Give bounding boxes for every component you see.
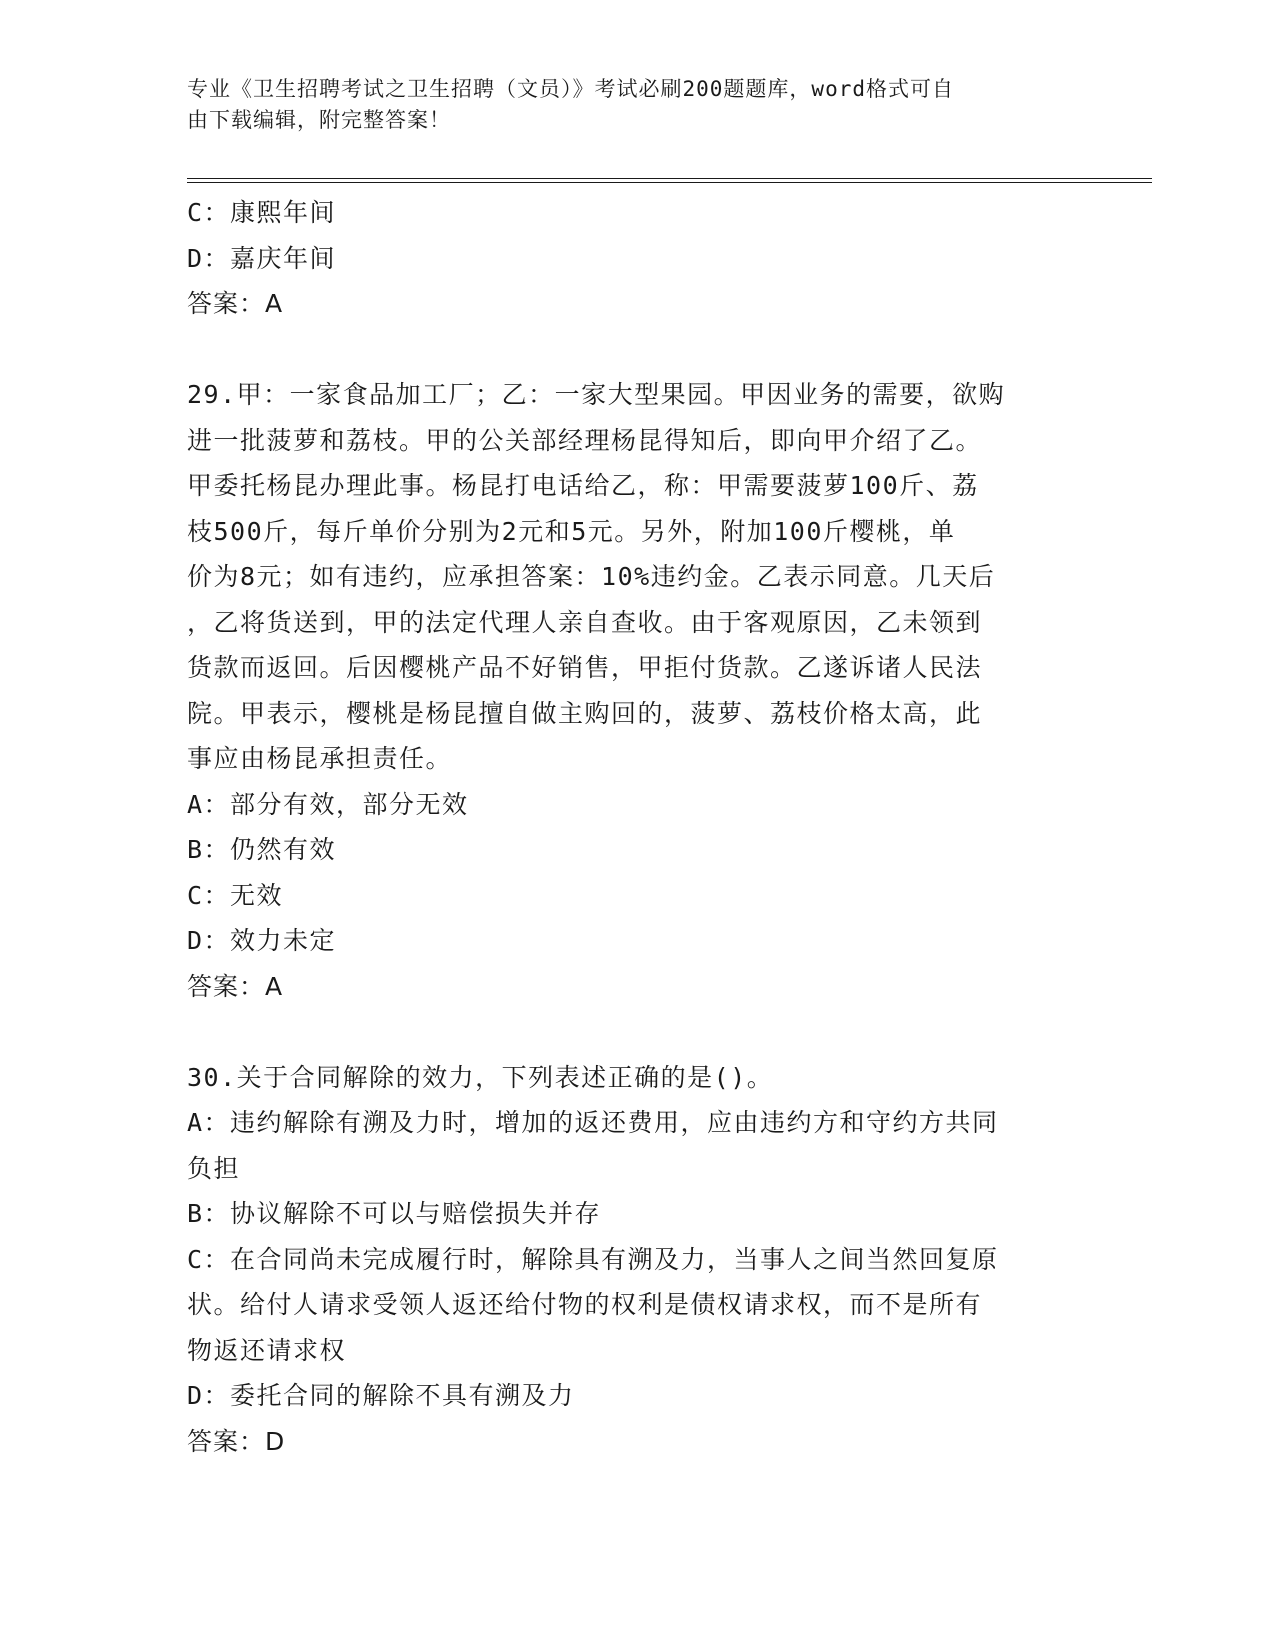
option-b: B：仍然有效 xyxy=(187,835,337,864)
header-rule-bottom xyxy=(187,182,1152,183)
header-line-1: 专业《卫生招聘考试之卫生招聘（文员）》考试必刷200题题库，word格式可自 xyxy=(187,77,954,101)
question-stem-line: 甲委托杨昆办理此事。杨昆打电话给乙，称：甲需要菠萝100斤、荔 xyxy=(187,471,979,500)
answer-line: 答案：A xyxy=(187,971,284,1001)
option-b: B：协议解除不可以与赔偿损失并存 xyxy=(187,1199,602,1228)
option-c: C：在合同尚未完成履行时，解除具有溯及力，当事人之间当然回复原 xyxy=(187,1244,999,1274)
document-body xyxy=(187,190,1087,1464)
answer-line: 答案：D xyxy=(187,1426,286,1456)
question-spacer xyxy=(187,327,1087,373)
question-stem-line: 货款而返回。后因樱桃产品不好销售，甲拒付货款。乙遂诉诸人民法 xyxy=(187,653,983,682)
question-stem-line: 价为8元；如有违约，应承担答案：10%违约金。乙表示同意。几天后 xyxy=(187,562,996,591)
header-rule-top xyxy=(187,178,1152,179)
question-stem-line: ，乙将货送到，甲的法定代理人亲自查收。由于客观原因，乙未领到 xyxy=(187,607,983,637)
option-c: C：康熙年间 xyxy=(187,198,337,227)
question-30 xyxy=(187,1055,1087,1465)
question-stem-line: 29.甲：一家食品加工厂；乙：一家大型果园。甲因业务的需要，欲购 xyxy=(187,380,1006,409)
option-a: A：部分有效，部分无效 xyxy=(187,789,469,819)
question-stem-line: 院。甲表示，樱桃是杨昆擅自做主购回的，菠萝、荔枝价格太高，此 xyxy=(187,698,983,728)
question-stem-line: 事应由杨昆承担责任。 xyxy=(187,744,453,773)
option-c-continued: 物返还请求权 xyxy=(187,1335,347,1365)
option-d: D：效力未定 xyxy=(187,926,337,955)
question-stem-line: 枝500斤，每斤单价分别为2元和5元。另外，附加100斤樱桃，单 xyxy=(187,516,956,546)
question-spacer xyxy=(187,1009,1087,1055)
option-c: C：无效 xyxy=(187,880,284,910)
option-d: D：嘉庆年间 xyxy=(187,243,337,273)
option-a: A：违约解除有溯及力时，增加的返还费用，应由违约方和守约方共同 xyxy=(187,1108,999,1137)
header-line-2: 由下载编辑，附完整答案！ xyxy=(187,108,451,132)
question-28-tail xyxy=(187,190,1087,327)
document-header xyxy=(187,74,1077,136)
question-stem-line: 进一批菠萝和荔枝。甲的公关部经理杨昆得知后，即向甲介绍了乙。 xyxy=(187,425,983,455)
question-29 xyxy=(187,372,1087,1009)
answer-line: 答案：A xyxy=(187,289,284,318)
question-stem-line: 30.关于合同解除的效力，下列表述正确的是()。 xyxy=(187,1062,774,1092)
option-c-continued: 状。给付人请求受领人返还给付物的权利是债权请求权，而不是所有 xyxy=(187,1290,983,1319)
option-d: D：委托合同的解除不具有溯及力 xyxy=(187,1381,575,1410)
option-a-continued: 负担 xyxy=(187,1153,241,1183)
